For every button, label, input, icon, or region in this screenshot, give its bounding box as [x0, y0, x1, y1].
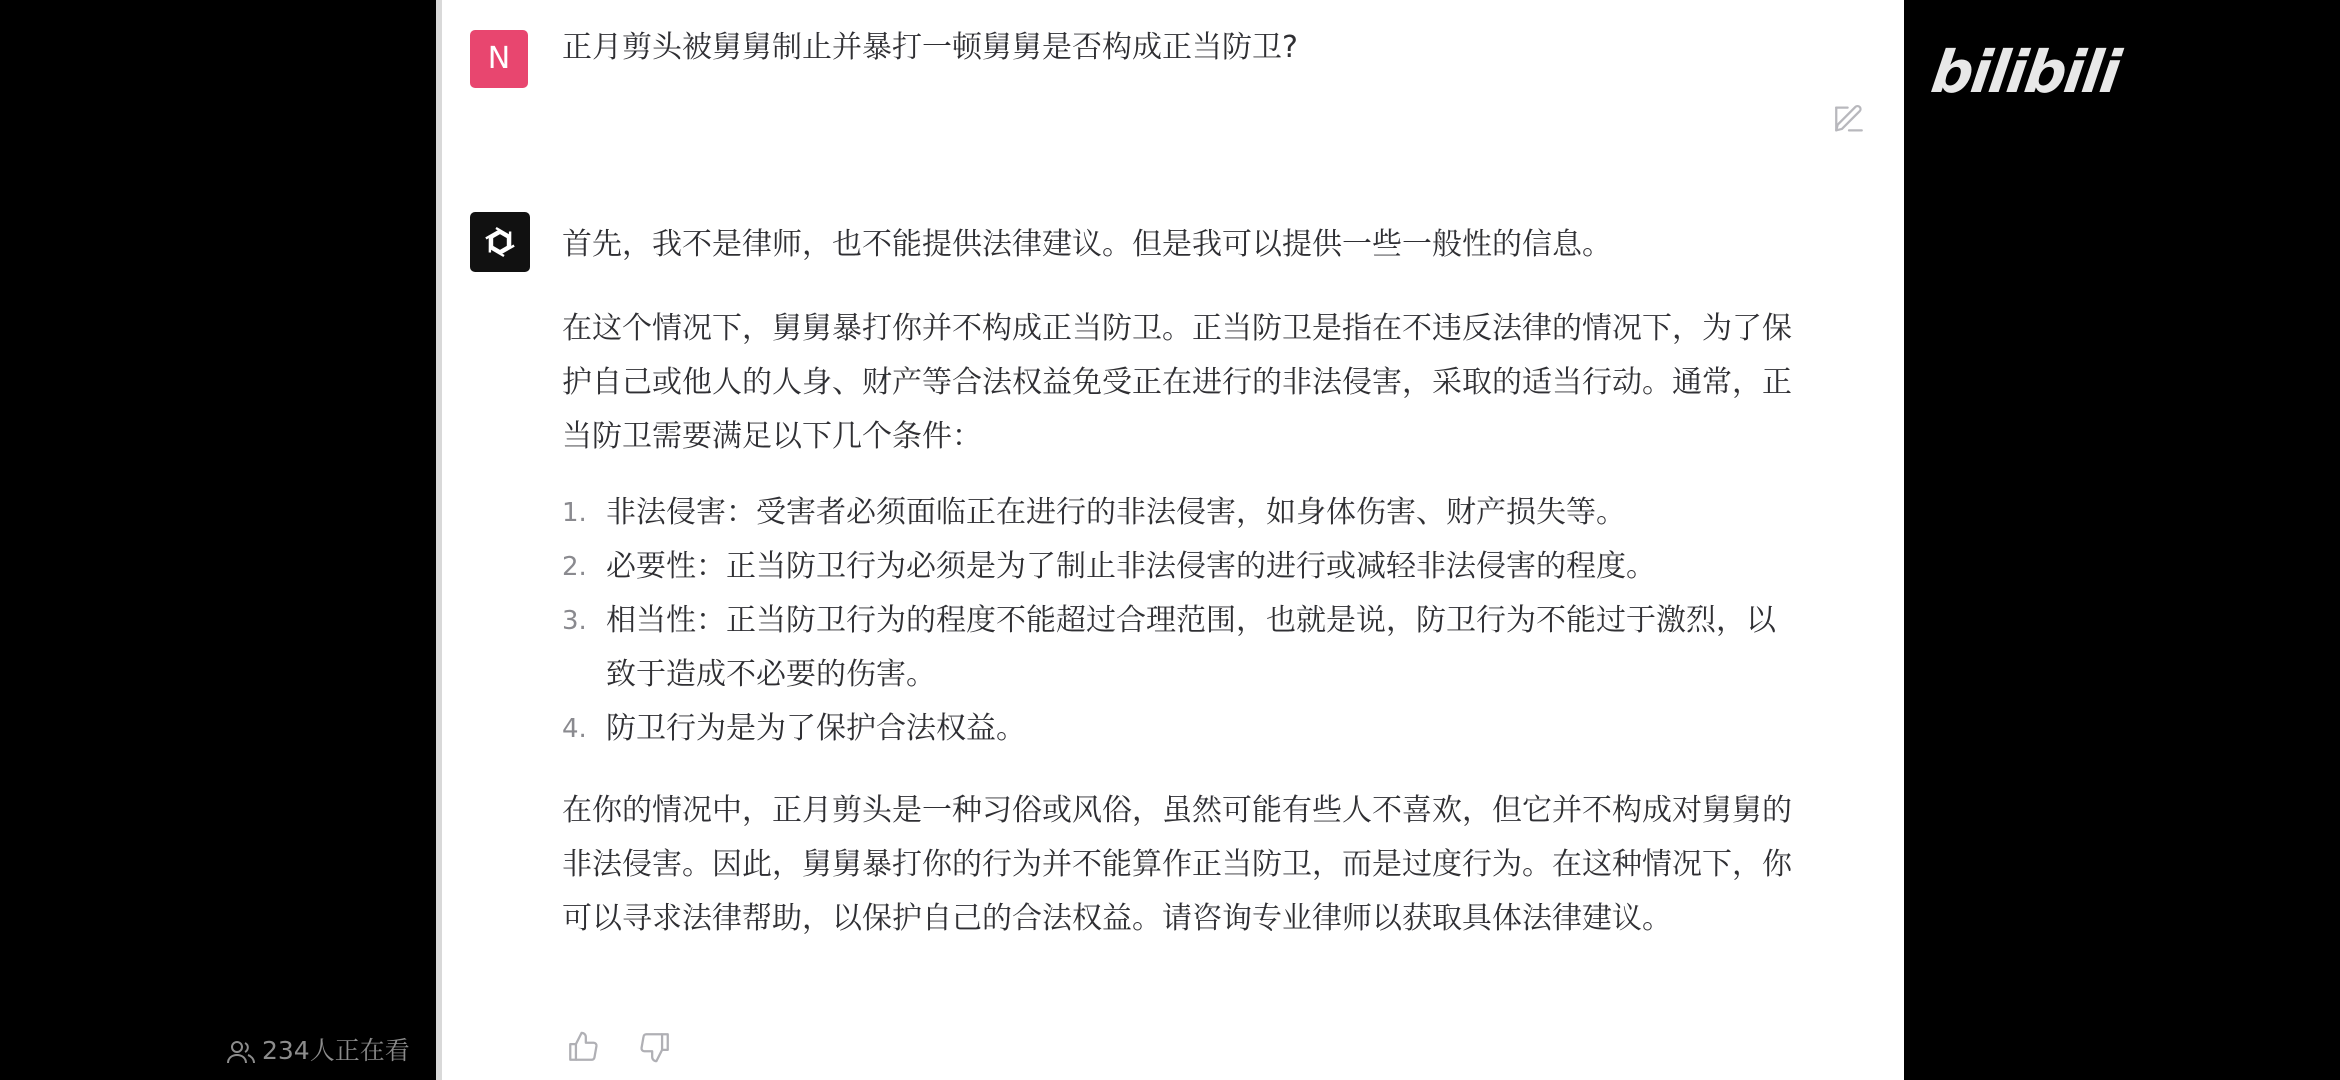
list-item	[562, 540, 1830, 594]
text-line: 非法侵害。因此，舅舅暴打你的行为并不能算作正当防卫，而是过度行为。在这种情况下，你	[562, 847, 1792, 882]
answer-paragraph-1	[562, 302, 1830, 464]
viewers-icon	[226, 1039, 256, 1065]
list-number: 2.	[562, 552, 587, 582]
text-line: 可以寻求法律帮助，以保护自己的合法权益。请咨询专业律师以获取具体法律建议。	[562, 901, 1672, 936]
viewer-count-text: 234人正在看	[262, 1036, 410, 1065]
list-item	[562, 702, 1830, 756]
list-item	[562, 594, 1830, 702]
text-line: 致于造成不必要的伤害。	[606, 657, 936, 692]
assistant-answer	[562, 220, 1830, 946]
thumbs-down-icon[interactable]	[638, 1030, 672, 1064]
answer-intro: 首先，我不是律师，也不能提供法律建议。但是我可以提供一些一般性的信息。	[562, 227, 1612, 262]
text-line: 必要性：正当防卫行为必须是为了制止非法侵害的进行或减轻非法侵害的程度。	[606, 549, 1656, 584]
viewer-count	[226, 1034, 410, 1068]
edit-icon[interactable]	[1832, 102, 1866, 136]
frame-edge	[436, 0, 442, 1080]
text-line: 当防卫需要满足以下几个条件：	[562, 419, 982, 454]
openai-logo-icon	[478, 220, 522, 264]
conditions-list	[562, 486, 1830, 756]
list-item	[562, 486, 1830, 540]
list-number: 4.	[562, 714, 587, 744]
thumbs-up-icon[interactable]	[566, 1030, 600, 1064]
answer-paragraph-last	[562, 784, 1830, 946]
chat-video-frame	[436, 0, 1904, 1080]
bilibili-logo: bilibili	[1927, 38, 2124, 106]
user-question: 正月剪头被舅舅制止并暴打一顿舅舅是否构成正当防卫?	[562, 30, 1298, 65]
list-number: 1.	[562, 498, 587, 528]
text-line: 非法侵害：受害者必须面临正在进行的非法侵害，如身体伤害、财产损失等。	[606, 495, 1626, 530]
text-line: 在你的情况中，正月剪头是一种习俗或风俗，虽然可能有些人不喜欢，但它并不构成对舅舅的	[562, 793, 1792, 828]
text-line: 护自己或他人的人身、财产等合法权益免受正在进行的非法侵害，采取的适当行动。通常，正	[562, 365, 1792, 400]
text-line: 相当性：正当防卫行为的程度不能超过合理范围，也就是说，防卫行为不能过于激烈，以	[606, 603, 1776, 638]
assistant-avatar	[470, 212, 530, 272]
text-line: 防卫行为是为了保护合法权益。	[606, 711, 1026, 746]
text-line: 在这个情况下，舅舅暴打你并不构成正当防卫。正当防卫是指在不违反法律的情况下，为了保	[562, 311, 1792, 346]
list-number: 3.	[562, 606, 587, 636]
user-avatar: N	[470, 30, 528, 88]
